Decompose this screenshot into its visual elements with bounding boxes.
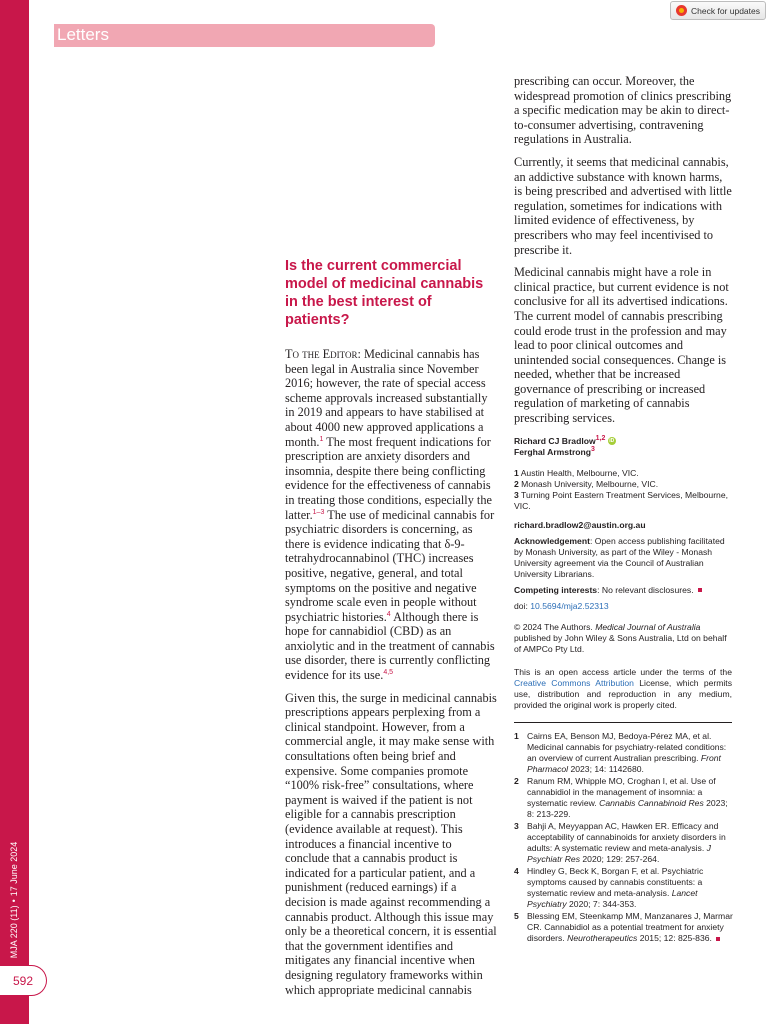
column-left [285,257,498,1005]
p1-part-4: Although there is hope for cannabidiol (CBD) as an anxiolytic and in the treatment of cannabis use disorder, there is currently conflicting evidence for its use. [285,609,495,683]
license-notice: This is an open access article under the terms of the Creative Commons Attribution License, which permits use, distribution and reproduction in any medium, provided the original work is properly cited. [514,666,732,710]
issue-meta [9,842,19,959]
reference-item: 3 Bahji A, Meyyappan AC, Hawken ER. Efficacy and acceptability of cannabinoids for anxiety disorders in adults: A systematic review and meta-analysis. J Psychiatr Res 2020; 129: 257-264. [514,821,726,864]
doi: doi: 10.5694/mja2.52313 [514,600,609,611]
crossmark-icon [676,5,687,16]
corresponding-email[interactable]: richard.bradlow2@austin.org.au [514,519,646,530]
journal-meta: MJA 220 (11) [9,905,19,959]
author-name: Ferghal Armstrong [514,446,592,457]
section-label: Letters [57,25,109,44]
license-link[interactable]: Creative Commons Attribution [514,677,634,688]
acknowledgement: Acknowledgement: Open access publishing facilitated by Monash University, as part of the Wiley - Monash University agreement via the Council of Australian University Librarians. [514,535,725,579]
check-for-updates-button[interactable] [670,1,766,20]
p1-part-2: The most frequent indications for prescription are anxiety disorders and insomnia, despite there being conflicting evidence for the effectiveness of cannabis in treating those conditions, especially the latter. [285,434,492,522]
check-for-updates-label: Check for updates [691,5,760,16]
author-affil-sup: 1,2 [595,434,606,442]
end-marker [716,937,720,941]
citation-2[interactable]: 1–3 [312,508,325,516]
affiliations [514,468,732,512]
author-name: Richard CJ Bradlow [514,435,596,446]
paragraph-2-continued: prescribing can occur. Moreover, the widespread promotion of clinics prescribing a specific medication may be akin to direct-to-consumer advertising, contravening regulations in Australia. [514,74,732,147]
affiliation-2: 2 Monash University, Melbourne, VIC. [514,478,659,489]
citation-4[interactable]: 4,5 [383,668,394,676]
orcid-icon[interactable]: iD [609,438,615,445]
sidebar-band [0,0,29,1024]
reference-item: 2 Ranum RM, Whipple MO, Croghan I, et al. Use of cannabidiol in the management of insomnia: a systematic review. Cannabis Cannabinoid Res 2023; 8: 213-229. [514,776,728,819]
paragraph-3: Currently, it seems that medicinal cannabis, an addictive substance with known harms, is being prescribed and advertised with little regulation, sometimes for indications with limited evidence of effectiveness, by prescribers who may feel incentivised to prescribe it. [514,154,732,257]
reference-item: 5 Blessing EM, Steenkamp MM, Manzanares J, Marmar CR. Cannabidiol as a potential treatment for anxiety disorders. Neurotherapeutics 2015; 12: 825-836. [514,911,733,943]
salutation: To the Editor: [285,347,361,361]
citation-3[interactable]: 4 [386,610,391,618]
author-1 [514,436,732,447]
author-affil-sup: 3 [591,445,595,453]
citation-1[interactable]: 1 [319,435,324,443]
divider [514,722,732,723]
p1-part-3: The use of medicinal cannabis for psychiatric disorders is concerning, as there is evidence indicating that δ-9-tetrahydrocannabinol (THC) increases positive, negative, general, and total symptoms on the positive and negative syndrome scale even in people without psychiatric histories. [285,507,495,624]
p1-part-1: Medicinal cannabis has been legal in Australia since November 2016; however, the rate of special access scheme approvals increased substantially in 2019 and appears to have stabilised at about 4000 new approved applications a month. [285,347,488,449]
doi-link[interactable]: 10.5694/mja2.52313 [530,600,609,611]
copyright-notice: © 2024 The Authors. Medical Journal of Australia published by John Wiley & Sons Australia, Ltd on behalf of AMPCo Pty Ltd. [514,621,727,654]
affiliation-1: 1 Austin Health, Melbourne, VIC. [514,467,639,478]
author-block [514,436,732,723]
reference-item: 4 Hindley G, Beck K, Borgan F, et al. Psychiatric symptoms caused by cannabis constituents: a systematic review and meta-analysis. Lancet Psychiatry 2020; 7: 344-353. [514,866,704,909]
article-title: Is the current commercial model of medicinal cannabis in the best interest of patients? [285,258,484,328]
separator-dot: • [9,899,19,903]
paragraph-2: Given this, the surge in medicinal cannabis prescriptions appears perplexing from a clinical standpoint. However, from a commercial angle, it may make sense with consultations often being brief and expensive. Some companies promote “100% risk-free” consultations, where payment is waived if the patient is not eligible for a cannabis prescription (evidence available at request). This introduces a financial incentive to conclude that a cannabis product is indicated for a particular patient, and a punishment (reduced earnings) if a decision is made against recommending a cannabis product. Although this issue may only be a theoretical concern, it is essential that the government identifies and mitigates any financial incentive when designing regulatory frameworks within which appropriate medicinal cannabis [285,690,497,997]
reference-item: 1 Cairns EA, Benson MJ, Bedoya-Pérez MA, et al. Medicinal cannabis for psychiatry-related conditions: an overview of current Australian prescribing. Front Pharmacol 2023; 14: 1142680. [514,731,727,774]
issue-date: 17 June 2024 [9,841,19,897]
section-header [54,24,435,47]
paragraph-1 [285,347,498,683]
author-2 [514,447,732,458]
competing-interests: Competing interests: No relevant disclosures. [514,585,732,596]
end-marker [698,588,702,592]
paragraph-4: Medicinal cannabis might have a role in clinical practice, but current evidence is not conclusive for all its advertised indications. The current model of cannabis prescribing could erode trust in the profession and may lead to poor clinical outcomes and unintended social consequences. Change is needed, whether that be increased governance of prescribing or increased regulation of marketing of cannabis prescribing services. [514,265,729,426]
reference-list [514,731,734,945]
page-number: 592 [0,965,47,996]
affiliation-3: 3 Turning Point Eastern Treatment Services, Melbourne, VIC. [514,489,728,511]
column-right [514,74,732,723]
